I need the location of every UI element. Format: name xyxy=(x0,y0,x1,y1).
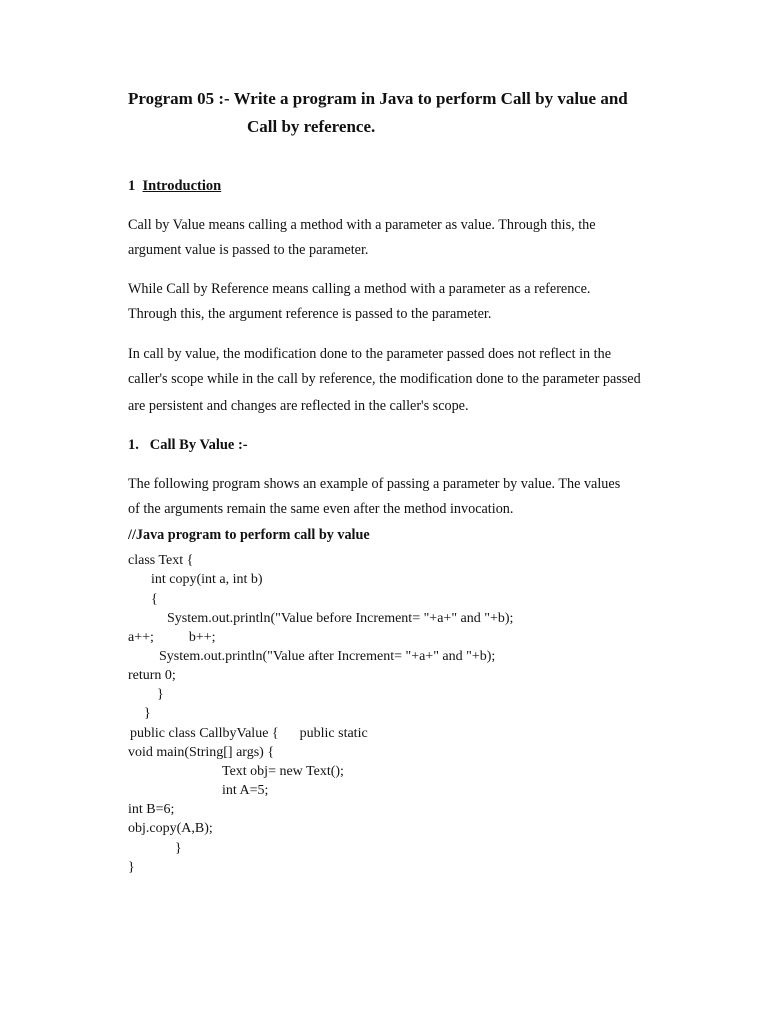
code-line: int B=6; xyxy=(128,802,175,817)
code-line: obj.copy(A,B); xyxy=(128,821,213,836)
intro-paragraph-1-line-1: Call by Value means calling a method with a parameter as value. Through this, the xyxy=(128,217,596,233)
code-line: { xyxy=(151,592,158,607)
code-line: int A=5; xyxy=(222,783,269,798)
intro-heading-text: Introduction xyxy=(142,178,222,194)
code-comment: //Java program to perform call by value xyxy=(128,527,370,543)
code-line: System.out.println("Value after Increment= "+a+" and "+b); xyxy=(159,649,496,664)
code-line: System.out.println("Value before Increment= "+a+" and "+b); xyxy=(167,611,514,626)
intro-paragraph-3-line-1: In call by value, the modification done to the parameter passed does not reflect in the xyxy=(128,346,611,362)
intro-paragraph-3-line-3: are persistent and changes are reflected in the caller's scope. xyxy=(128,398,469,414)
intro-paragraph-2-line-1: While Call by Reference means calling a method with a parameter as a reference. xyxy=(128,281,591,297)
call-by-value-paragraph-line-1: The following program shows an example of passing a parameter by value. The values xyxy=(128,476,621,492)
code-line: class Text { xyxy=(128,553,194,568)
call-by-value-paragraph-line-2: of the arguments remain the same even after the method invocation. xyxy=(128,501,514,517)
code-line: a++; b++; xyxy=(128,630,216,645)
program-title-line-1: Program 05 :- Write a program in Java to perform Call by value and xyxy=(128,89,628,108)
code-line: public class CallbyValue { public static xyxy=(130,726,368,741)
code-line: int copy(int a, int b) xyxy=(151,572,263,587)
call-by-value-heading: 1. Call By Value :- xyxy=(128,437,248,453)
code-line: return 0; xyxy=(128,668,176,683)
code-line: } xyxy=(175,841,182,856)
code-line: } xyxy=(144,706,151,721)
intro-paragraph-3-line-2: caller's scope while in the call by reference, the modification done to the parameter passed xyxy=(128,371,641,387)
code-line: void main(String[] args) { xyxy=(128,745,275,760)
code-line: } xyxy=(157,687,164,702)
intro-paragraph-1-line-2: argument value is passed to the parameter. xyxy=(128,242,369,258)
intro-heading xyxy=(128,177,221,195)
code-line: Text obj= new Text(); xyxy=(222,764,344,779)
intro-paragraph-2-line-2: Through this, the argument reference is passed to the parameter. xyxy=(128,306,492,322)
code-line: } xyxy=(128,860,135,875)
program-title-line-2: Call by reference. xyxy=(247,117,376,136)
intro-number: 1 xyxy=(128,178,136,194)
